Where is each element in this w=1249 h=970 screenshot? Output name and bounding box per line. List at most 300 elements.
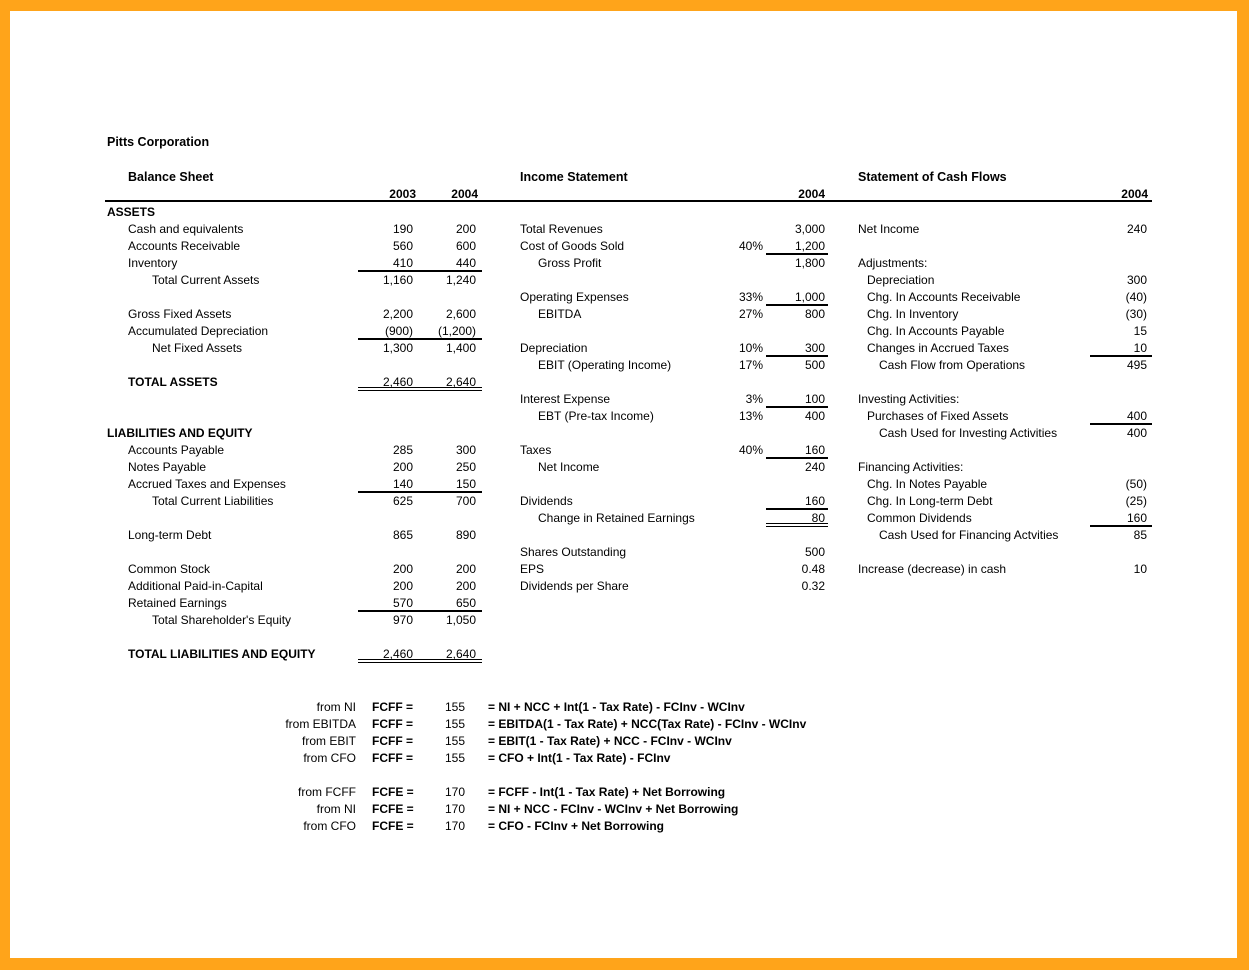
column-header-2003: 2003 — [389, 187, 416, 201]
row-label: Accounts Receivable — [128, 239, 241, 253]
formula-row — [10, 716, 1249, 733]
value-2004: 80 — [766, 510, 828, 527]
value-2004: (1,200) — [437, 324, 476, 338]
row-label: ASSETS — [107, 205, 156, 219]
formula-row — [10, 767, 1249, 784]
row-values — [358, 357, 482, 374]
value-2004: 1,240 — [445, 273, 476, 287]
value-2004: 240 — [804, 460, 825, 474]
formula-source-label: from NI — [316, 700, 356, 714]
value-2004 — [420, 510, 482, 527]
balance-sheet-year-headers — [358, 186, 482, 203]
row-values — [358, 510, 482, 527]
value-2004: 200 — [455, 562, 476, 576]
cash-flow-row — [858, 425, 1152, 442]
row-values — [358, 612, 482, 629]
income-statement-row — [520, 357, 828, 374]
income-statement-row — [520, 493, 828, 510]
formula-name — [372, 767, 430, 784]
formula-source-label: from CFO — [303, 819, 356, 833]
balance-sheet-row — [107, 340, 482, 357]
cash-flow-row — [858, 391, 1152, 408]
cash-flow-row — [858, 340, 1152, 357]
value-2004 — [420, 391, 482, 408]
balance-sheet-title: Balance Sheet — [128, 170, 214, 184]
value-2003: 200 — [392, 460, 413, 474]
formula-name: FCFF = — [372, 751, 413, 765]
value-2004: 1,200 — [766, 238, 828, 255]
value-2004: 240 — [1126, 222, 1147, 236]
row-values — [358, 238, 482, 255]
row-label — [107, 408, 358, 425]
cash-flow-row — [858, 459, 1152, 476]
income-statement-row — [520, 544, 828, 561]
formula-expression: = FCFF - Int(1 - Tax Rate) + Net Borrowing — [488, 785, 726, 799]
row-label — [858, 374, 1090, 391]
value-2004: 250 — [455, 460, 476, 474]
row-label: Interest Expense — [520, 392, 611, 406]
formula-value: 170 — [444, 819, 465, 833]
company-title: Pitts Corporation — [107, 135, 210, 149]
row-values — [358, 340, 482, 357]
balance-sheet-row — [107, 255, 482, 272]
balance-sheet-row — [107, 578, 482, 595]
percent-of-revenue — [716, 510, 766, 527]
value-2004: 0.48 — [801, 562, 825, 576]
balance-sheet-row — [107, 374, 482, 391]
row-label — [107, 544, 358, 561]
row-label: Taxes — [520, 443, 552, 457]
value-2004 — [420, 357, 482, 374]
row-values — [358, 408, 482, 425]
formula-expression: = CFO + Int(1 - Tax Rate) - FCInv — [488, 751, 671, 765]
formula-row — [10, 750, 1249, 767]
row-label: EPS — [520, 562, 545, 576]
income-statement-row — [520, 255, 828, 272]
value-2003 — [358, 510, 420, 527]
percent-of-revenue: 27% — [738, 307, 763, 321]
row-values — [358, 221, 482, 238]
formula-name: FCFF = — [372, 717, 413, 731]
value-2004 — [766, 425, 828, 442]
value-2003 — [358, 204, 420, 221]
cash-flow-row — [858, 204, 1152, 221]
cash-flow-row — [858, 255, 1152, 272]
row-label: Common Stock — [128, 562, 211, 576]
row-label: Change in Retained Earnings — [538, 511, 695, 525]
percent-of-revenue — [716, 544, 766, 561]
value-2004 — [1090, 255, 1152, 272]
row-label: Net Fixed Assets — [152, 341, 243, 355]
income-statement-row — [520, 408, 828, 425]
percent-of-revenue — [716, 578, 766, 595]
row-label: Cash Used for Investing Activities — [879, 426, 1058, 440]
formula-source-label — [10, 767, 356, 784]
balance-sheet-row — [107, 323, 482, 340]
value-2004: 160 — [766, 493, 828, 510]
row-label — [520, 374, 716, 391]
row-label — [107, 510, 358, 527]
income-statement-row — [520, 527, 828, 544]
value-2004 — [766, 323, 828, 340]
value-2004 — [420, 204, 482, 221]
formula-name: FCFF = — [372, 700, 413, 714]
row-label: Depreciation — [867, 273, 935, 287]
row-label: Dividends — [520, 494, 573, 508]
cash-flow-row — [858, 510, 1152, 527]
row-values — [358, 646, 482, 663]
row-label — [520, 425, 716, 442]
value-2003 — [358, 425, 420, 442]
formula-row — [10, 733, 1249, 750]
row-values — [358, 544, 482, 561]
value-2003 — [358, 391, 420, 408]
fcf-formula-block — [10, 699, 1249, 835]
value-2004 — [766, 476, 828, 493]
header-rule — [105, 200, 1152, 202]
value-2004: 495 — [1126, 358, 1147, 372]
row-label — [520, 204, 716, 221]
cash-flow-year-header: 2004 — [1121, 187, 1148, 201]
value-2004 — [1090, 204, 1152, 221]
row-values — [358, 272, 482, 289]
row-values — [358, 561, 482, 578]
percent-of-revenue — [716, 493, 766, 510]
value-2004: 2,640 — [445, 375, 476, 389]
row-label — [858, 238, 1090, 255]
balance-sheet-row — [107, 221, 482, 238]
formula-expression: = CFO - FCInv + Net Borrowing — [488, 819, 665, 833]
row-values — [358, 391, 482, 408]
income-statement-row — [520, 442, 828, 459]
formula-source-label: from EBIT — [301, 734, 356, 748]
row-label: Increase (decrease) in cash — [858, 562, 1007, 576]
value-2004 — [420, 629, 482, 646]
balance-sheet-row — [107, 612, 482, 629]
formula-name: FCFE = — [372, 819, 414, 833]
row-label: Changes in Accrued Taxes — [867, 341, 1009, 355]
formula-source-label: from FCFF — [298, 785, 356, 799]
value-2004: 160 — [766, 442, 828, 459]
value-2004: 1,800 — [794, 256, 825, 270]
row-values — [358, 442, 482, 459]
row-label — [858, 442, 1090, 459]
value-2004: 300 — [766, 340, 828, 357]
income-statement-row — [520, 459, 828, 476]
row-label: Cash Flow from Operations — [879, 358, 1026, 372]
column-header-2004: 2004 — [451, 187, 478, 201]
value-2004: 500 — [804, 545, 825, 559]
cash-flow-row — [858, 527, 1152, 544]
balance-sheet-row — [107, 391, 482, 408]
row-label: Depreciation — [520, 341, 588, 355]
row-label: Cash and equivalents — [128, 222, 244, 236]
row-label: Retained Earnings — [128, 596, 227, 610]
cash-flow-row — [858, 272, 1152, 289]
value-2004: 10 — [1090, 340, 1152, 357]
percent-of-revenue — [716, 374, 766, 391]
value-2004 — [420, 425, 482, 442]
value-2004: 150 — [455, 477, 476, 491]
row-label: Inventory — [128, 256, 178, 270]
value-2004 — [766, 272, 828, 289]
value-2004: 1,400 — [445, 341, 476, 355]
row-label: Common Dividends — [867, 511, 972, 525]
value-2003: 285 — [392, 443, 413, 457]
balance-sheet-row — [107, 459, 482, 476]
row-label — [107, 391, 358, 408]
cash-flow-row — [858, 238, 1152, 255]
cash-flow-row — [858, 476, 1152, 493]
row-label: Adjustments: — [858, 256, 928, 270]
balance-sheet-row — [107, 357, 482, 374]
formula-row — [10, 699, 1249, 716]
row-label: Accounts Payable — [128, 443, 225, 457]
row-label: TOTAL ASSETS — [128, 375, 218, 389]
row-label: Notes Payable — [128, 460, 207, 474]
percent-of-revenue: 40% — [738, 239, 763, 253]
income-statement-row — [520, 561, 828, 578]
row-label: Total Revenues — [520, 222, 603, 236]
formula-value: 170 — [444, 785, 465, 799]
value-2003 — [358, 629, 420, 646]
row-values — [358, 629, 482, 646]
value-2004: 85 — [1133, 528, 1147, 542]
row-values — [358, 493, 482, 510]
row-label: Chg. In Notes Payable — [867, 477, 988, 491]
row-label — [858, 544, 1090, 561]
formula-value — [430, 767, 465, 784]
value-2004: 2,600 — [445, 307, 476, 321]
formula-name: FCFE = — [372, 802, 414, 816]
percent-of-revenue: 13% — [738, 409, 763, 423]
percent-of-revenue — [716, 459, 766, 476]
percent-of-revenue: 40% — [738, 443, 763, 457]
value-2003: 2,460 — [382, 647, 413, 661]
income-statement-row — [520, 578, 828, 595]
value-2004: 15 — [1133, 324, 1147, 338]
formula-expression: = EBIT(1 - Tax Rate) + NCC - FCInv - WCInv — [488, 734, 732, 748]
value-2004: (40) — [1125, 290, 1147, 304]
value-2004: 400 — [1090, 408, 1152, 425]
income-statement-row — [520, 476, 828, 493]
cash-flow-row — [858, 544, 1152, 561]
row-label — [520, 272, 716, 289]
formula-source-label: from EBITDA — [285, 717, 356, 731]
formula-value: 155 — [444, 751, 465, 765]
value-2004: 160 — [1090, 510, 1152, 527]
row-label: Cash Used for Financing Actvities — [879, 528, 1059, 542]
value-2004: 0.32 — [801, 579, 825, 593]
income-statement-row — [520, 340, 828, 357]
percent-of-revenue — [716, 323, 766, 340]
value-2003: 140 — [392, 477, 413, 491]
value-2004 — [420, 544, 482, 561]
balance-sheet-row — [107, 204, 482, 221]
row-label: Accumulated Depreciation — [128, 324, 269, 338]
formula-value: 155 — [444, 717, 465, 731]
cash-flow-row — [858, 408, 1152, 425]
value-2004 — [1090, 238, 1152, 255]
row-label: EBT (Pre-tax Income) — [538, 409, 654, 423]
formula-source-label: from NI — [316, 802, 356, 816]
row-label — [107, 289, 358, 306]
value-2004: 890 — [455, 528, 476, 542]
percent-of-revenue — [716, 204, 766, 221]
value-2003: 2,460 — [382, 375, 413, 389]
cash-flow-row — [858, 442, 1152, 459]
value-2004: (25) — [1125, 494, 1147, 508]
formula-row — [10, 818, 1249, 835]
cash-flow-row — [858, 374, 1152, 391]
income-statement-row — [520, 510, 828, 527]
value-2003: 625 — [392, 494, 413, 508]
formula-expression: = NI + NCC + Int(1 - Tax Rate) - FCInv - WCInv — [488, 700, 745, 714]
row-values — [358, 323, 482, 340]
value-2004: (30) — [1125, 307, 1147, 321]
income-statement-row — [520, 425, 828, 442]
income-statement-row — [520, 391, 828, 408]
value-2004 — [1090, 374, 1152, 391]
value-2003 — [358, 357, 420, 374]
value-2003 — [358, 408, 420, 425]
row-label: Total Current Assets — [152, 273, 260, 287]
income-statement-title: Income Statement — [520, 170, 628, 184]
row-label — [858, 204, 1090, 221]
balance-sheet-row — [107, 442, 482, 459]
percent-of-revenue: 33% — [738, 290, 763, 304]
balance-sheet-row — [107, 425, 482, 442]
formula-row — [10, 801, 1249, 818]
row-label: Accrued Taxes and Expenses — [128, 477, 286, 491]
balance-sheet-row — [107, 544, 482, 561]
value-2003: 200 — [392, 562, 413, 576]
income-statement-year-header: 2004 — [798, 187, 825, 201]
income-statement-row — [520, 204, 828, 221]
paper-sheet — [10, 11, 1237, 958]
balance-sheet-row — [107, 476, 482, 493]
value-2004: 1,000 — [766, 289, 828, 306]
row-values — [358, 306, 482, 323]
balance-sheet-row — [107, 595, 482, 612]
income-statement-row — [520, 374, 828, 391]
formula-value: 155 — [444, 734, 465, 748]
row-label: TOTAL LIABILITIES AND EQUITY — [128, 647, 316, 661]
row-label: Chg. In Long-term Debt — [867, 494, 993, 508]
row-values — [358, 578, 482, 595]
income-statement-row — [520, 238, 828, 255]
row-values — [358, 374, 482, 391]
balance-sheet-row — [107, 527, 482, 544]
cash-flow-statement-title: Statement of Cash Flows — [858, 170, 1007, 184]
row-label: Purchases of Fixed Assets — [867, 409, 1009, 423]
value-2003 — [358, 544, 420, 561]
row-label — [520, 476, 716, 493]
row-label: Total Current Liabilities — [152, 494, 274, 508]
balance-sheet-row — [107, 493, 482, 510]
percent-of-revenue — [716, 476, 766, 493]
value-2004 — [766, 374, 828, 391]
cash-flow-row — [858, 221, 1152, 238]
balance-sheet-row — [107, 510, 482, 527]
row-label: Shares Outstanding — [520, 545, 627, 559]
income-statement-row — [520, 306, 828, 323]
value-2003: (900) — [384, 324, 413, 338]
cash-flow-row — [858, 357, 1152, 374]
value-2004 — [766, 527, 828, 544]
value-2004 — [420, 289, 482, 306]
percent-of-revenue — [716, 272, 766, 289]
percent-of-revenue — [716, 425, 766, 442]
value-2004: 650 — [455, 596, 476, 610]
formula-expression: = EBITDA(1 - Tax Rate) + NCC(Tax Rate) - FCInv - WCInv — [488, 717, 807, 731]
formula-value: 170 — [444, 802, 465, 816]
value-2004: 300 — [455, 443, 476, 457]
value-2004: 600 — [455, 239, 476, 253]
row-label: Gross Profit — [538, 256, 602, 270]
row-values — [358, 289, 482, 306]
row-label: Chg. In Inventory — [867, 307, 959, 321]
balance-sheet-rows — [107, 204, 482, 663]
row-label: Net Income — [538, 460, 600, 474]
row-label: Additional Paid-in-Capital — [128, 579, 263, 593]
value-2003: 1,300 — [382, 341, 413, 355]
value-2004: 800 — [804, 307, 825, 321]
value-2004: 2,640 — [445, 647, 476, 661]
value-2003: 410 — [392, 256, 413, 270]
value-2004: 1,050 — [445, 613, 476, 627]
value-2003: 970 — [392, 613, 413, 627]
balance-sheet-row — [107, 289, 482, 306]
value-2003: 1,160 — [382, 273, 413, 287]
value-2003: 190 — [392, 222, 413, 236]
formula-row — [10, 784, 1249, 801]
formula-name: FCFF = — [372, 734, 413, 748]
value-2003: 200 — [392, 579, 413, 593]
row-label: LIABILITIES AND EQUITY — [107, 426, 253, 440]
value-2004: 440 — [455, 256, 476, 270]
value-2004 — [420, 408, 482, 425]
row-label: Net Income — [858, 222, 920, 236]
row-label — [107, 357, 358, 374]
value-2003 — [358, 289, 420, 306]
balance-sheet-row — [107, 629, 482, 646]
row-values — [358, 595, 482, 612]
income-statement-rows — [520, 204, 828, 595]
percent-of-revenue — [716, 561, 766, 578]
income-statement-row — [520, 221, 828, 238]
value-2004: 400 — [804, 409, 825, 423]
percent-of-revenue — [716, 527, 766, 544]
value-2004: 300 — [1126, 273, 1147, 287]
value-2003: 2,200 — [382, 307, 413, 321]
balance-sheet-row — [107, 646, 482, 663]
balance-sheet-row — [107, 306, 482, 323]
income-statement-row — [520, 323, 828, 340]
percent-of-revenue — [716, 221, 766, 238]
cash-flow-row — [858, 561, 1152, 578]
value-2004: 200 — [455, 222, 476, 236]
percent-of-revenue: 10% — [738, 341, 763, 355]
value-2004: 3,000 — [794, 222, 825, 236]
value-2004: 200 — [455, 579, 476, 593]
row-label: Chg. In Accounts Receivable — [867, 290, 1021, 304]
row-values — [358, 255, 482, 272]
row-label: EBITDA — [538, 307, 582, 321]
cash-flow-row — [858, 323, 1152, 340]
cash-flow-row — [858, 289, 1152, 306]
row-label: Total Shareholder's Equity — [152, 613, 292, 627]
